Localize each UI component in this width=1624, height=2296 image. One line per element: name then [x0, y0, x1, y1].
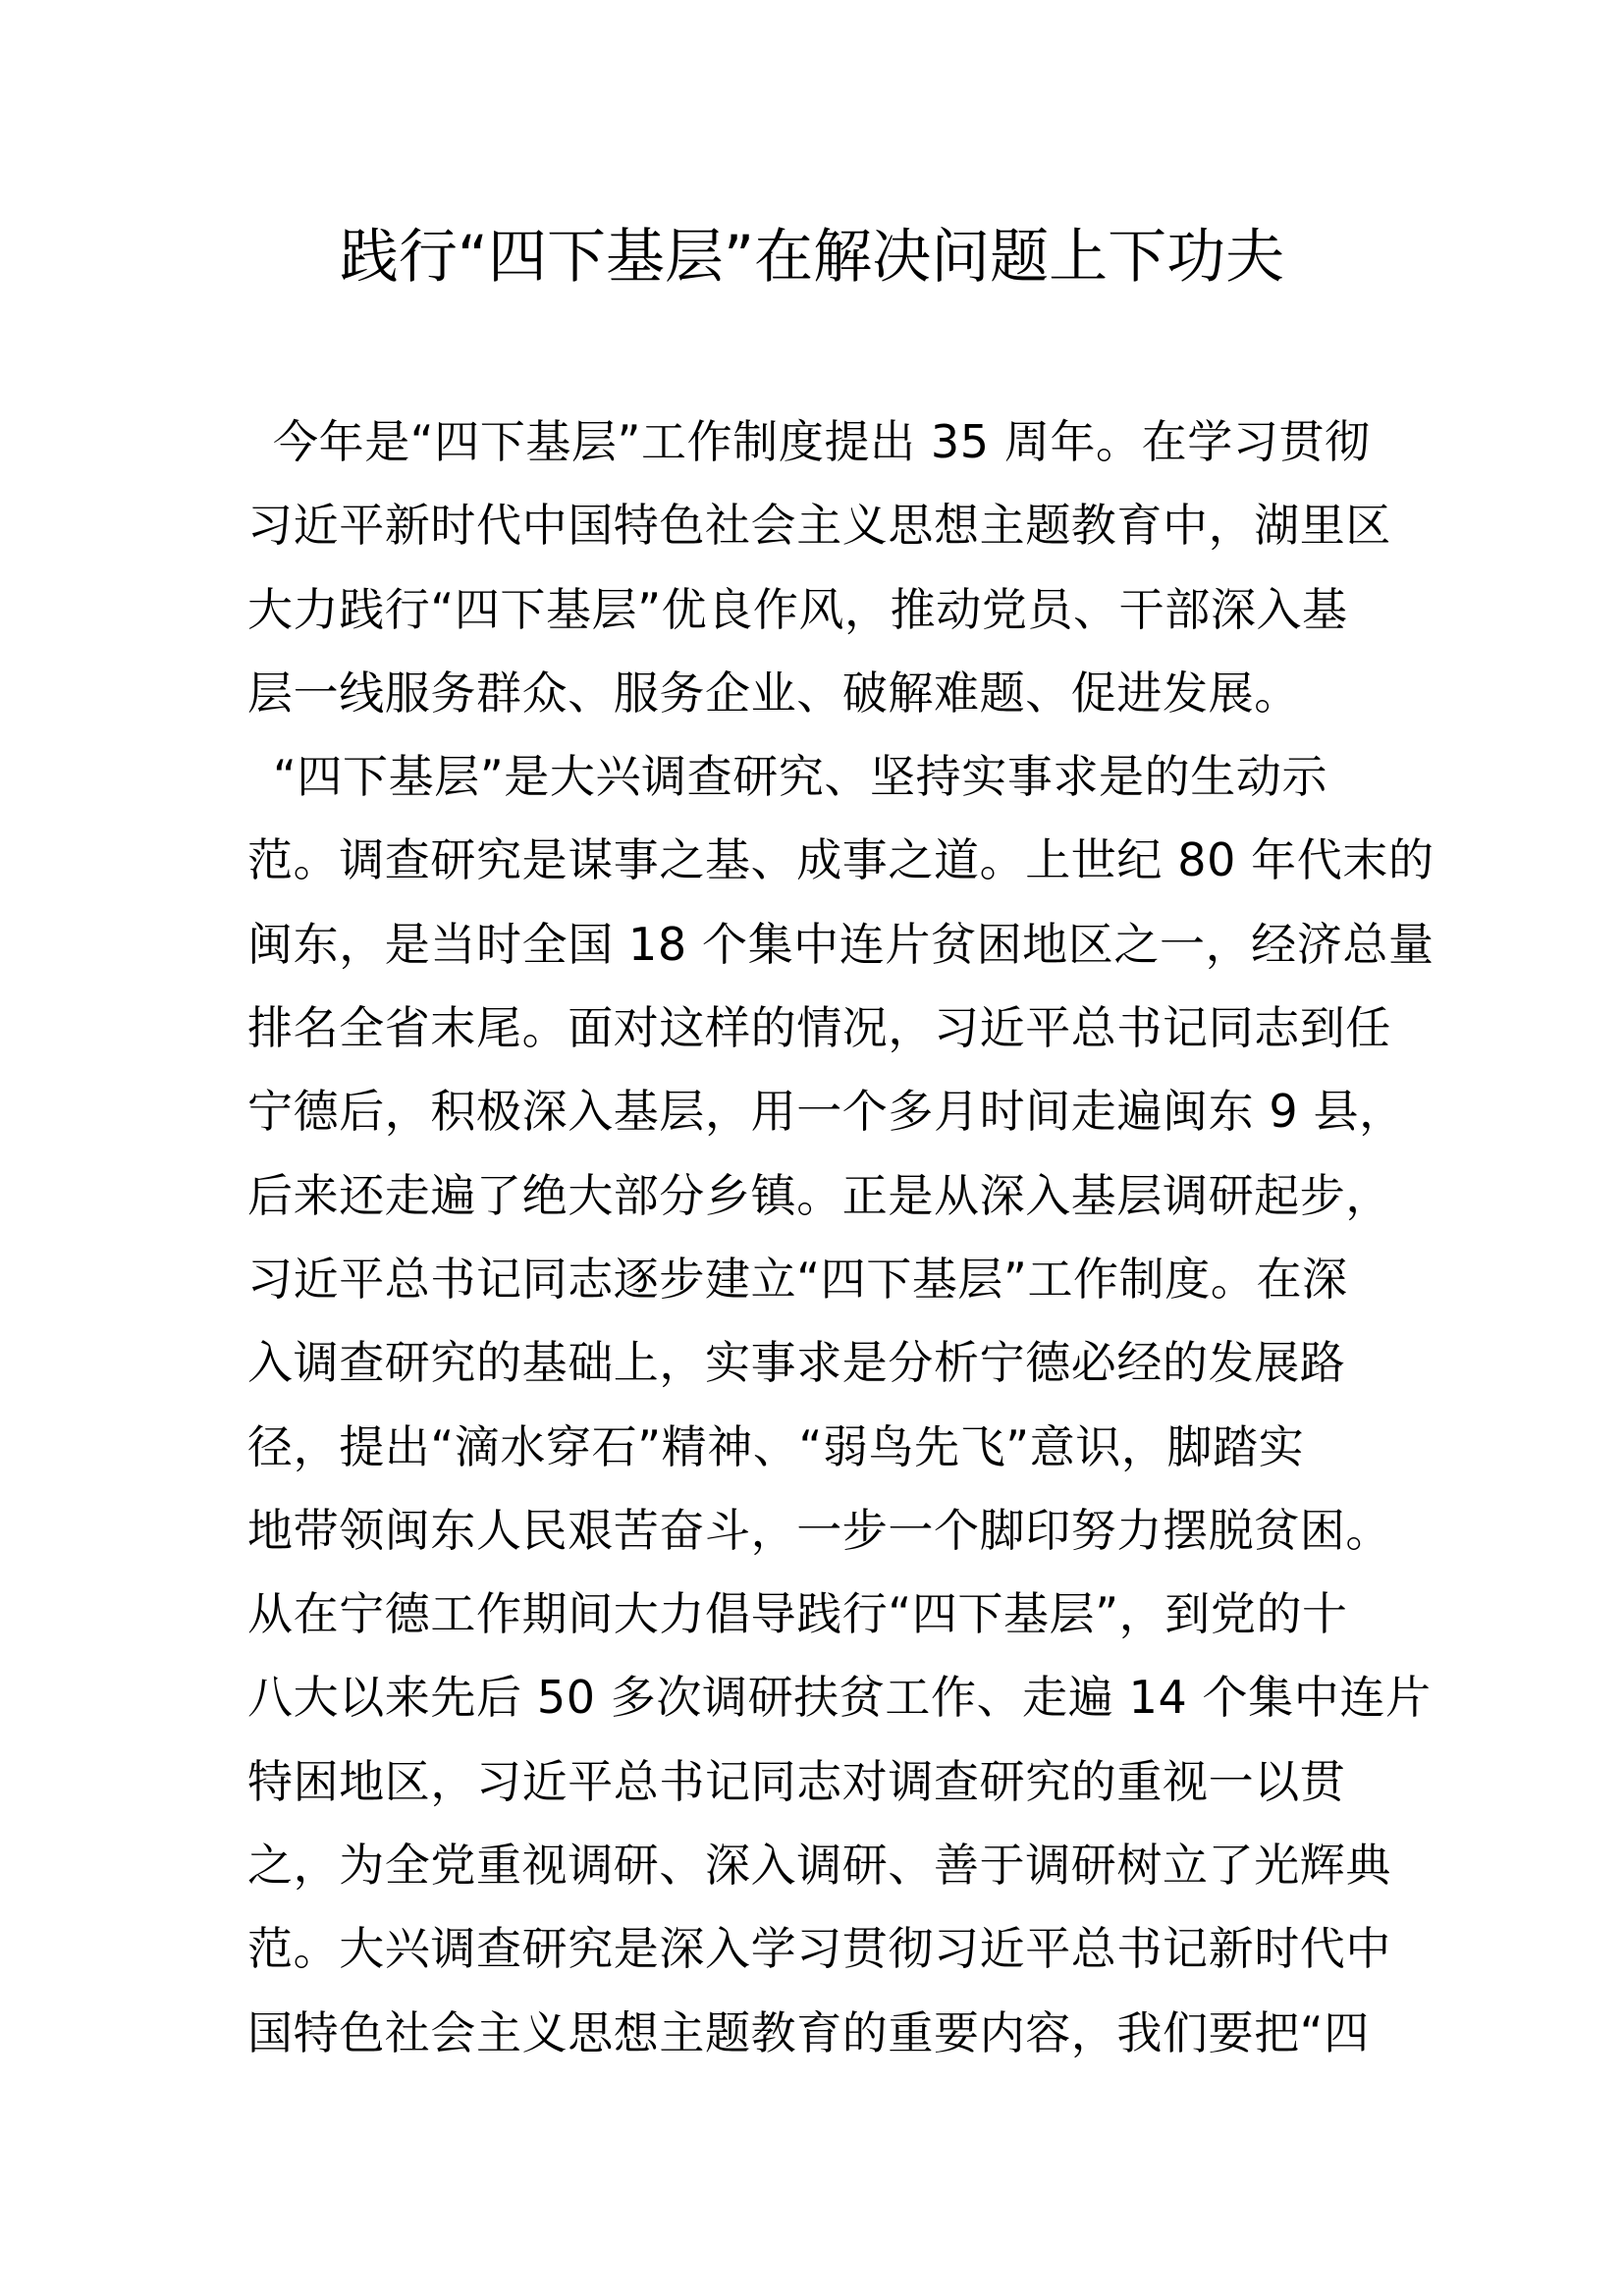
paragraph-line: 宁德后，积极深入基层，用一个多月时间走遍闽东 9 县，: [247, 1085, 1405, 1139]
paragraph-line: 特困地区，习近平总书记同志对调查研究的重视一以贯: [247, 1754, 1346, 1808]
paragraph-line: 之，为全党重视调研、深入调研、善于调研树立了光辉典: [247, 1839, 1391, 1893]
paragraph-line: 地带领闽东人民艰苦奋斗，一步一个脚印努力摆脱贫困。: [247, 1503, 1391, 1557]
paragraph-line: 径，提出“滴水穿石”精神、“弱鸟先飞”意识，脚踏实: [247, 1419, 1305, 1473]
paragraph-line: 八大以来先后 50 多次调研扶贫工作、走遍 14 个集中连片: [247, 1671, 1432, 1725]
paragraph-line: 从在宁德工作期间大力倡导践行“四下基层”，到党的十: [247, 1587, 1348, 1641]
paragraph-line: 习近平新时代中国特色社会主义思想主题教育中，湖里区: [247, 499, 1391, 553]
paragraph-line: 范。大兴调查研究是深入学习贯彻习近平总书记新时代中: [247, 1922, 1391, 1976]
paragraph-line: 国特色社会主义思想主题教育的重要内容，我们要把“四: [247, 2005, 1370, 2059]
paragraph-line: 今年是“四下基层”工作制度提出 35 周年。在学习贯彻: [273, 415, 1371, 468]
paragraph-line: 入调查研究的基础上，实事求是分析宁德必经的发展路: [247, 1336, 1346, 1390]
paragraph-line: 排名全省末尾。面对这样的情况，习近平总书记同志到任: [247, 1001, 1391, 1055]
paragraph-line: 后来还走遍了绝大部分乡镇。正是从深入基层调研起步，: [247, 1168, 1391, 1222]
paragraph-line: 大力践行“四下基层”优良作风，推动党员、干部深入基: [247, 582, 1348, 636]
document-body: [247, 400, 1435, 2075]
paragraph-1: [247, 400, 1391, 735]
paragraph-line: “四下基层”是大兴调查研究、坚持实事求是的生动示: [273, 750, 1328, 804]
paragraph-line: 闽东，是当时全国 18 个集中连片贫困地区之一，经济总量: [247, 917, 1435, 971]
paragraph-2: [247, 735, 1435, 2075]
paragraph-line: 层一线服务群众、服务企业、破解难题、促进发展。: [247, 666, 1300, 720]
document-title: 践行“四下基层”在解决问题上下功夫: [339, 223, 1285, 292]
paragraph-line: 习近平总书记同志逐步建立“四下基层”工作制度。在深: [247, 1252, 1348, 1306]
paragraph-line: 范。调查研究是谋事之基、成事之道。上世纪 80 年代末的: [247, 833, 1435, 887]
